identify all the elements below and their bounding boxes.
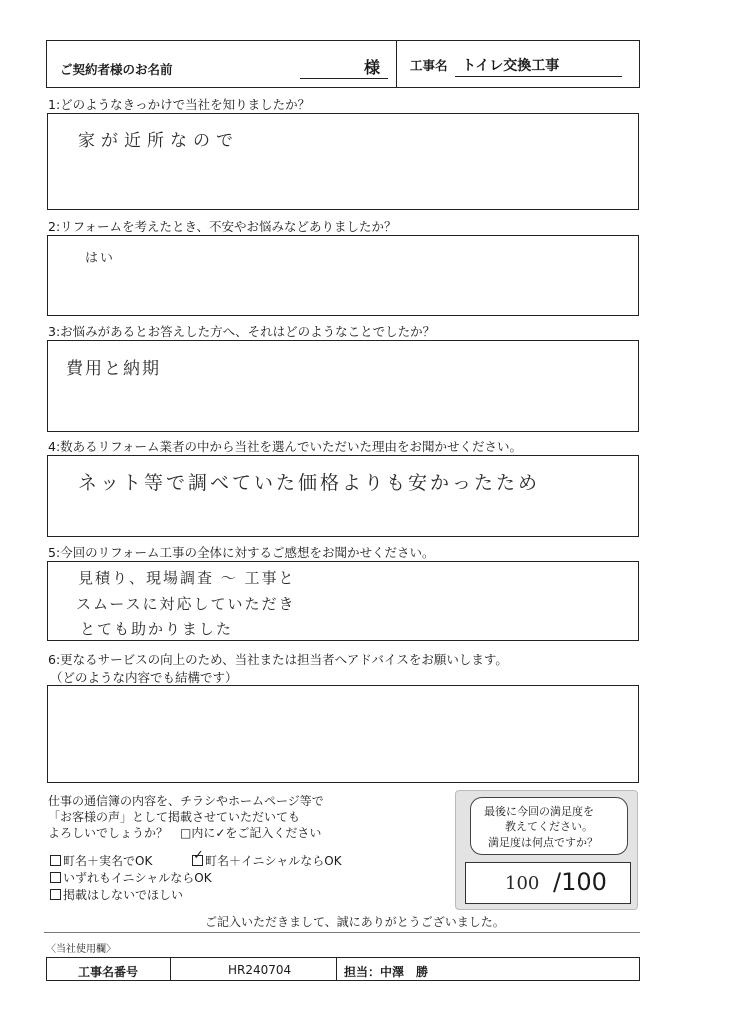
answer-3-text: 費用と納期	[66, 359, 161, 379]
question-1: 1:どのようなきっかけで当社を知りましたか？	[48, 97, 311, 112]
answer-box-2	[47, 235, 639, 316]
option-4-label: 掲載はしないでほしい	[63, 888, 184, 902]
office-cell-divider-2	[336, 957, 337, 981]
consent-option-4[interactable]	[50, 886, 183, 903]
consent-line-2: 「お客様の声」として掲載させていただいても	[48, 810, 301, 824]
work-number-value: HR240704	[228, 963, 292, 977]
question-5: 5:今回のリフォーム工事の全体に対するご感想をお聞かせください。	[48, 545, 435, 560]
score-value: 100	[505, 873, 540, 894]
answer-4-text: ネット等で調べていた価格よりも安かったため	[78, 472, 541, 494]
option-4-checkbox[interactable]	[50, 889, 61, 900]
answer-5-line-2: スムースに対応していただき	[76, 595, 296, 613]
answer-1-text: 家が近所なので	[78, 131, 239, 151]
work-number-label: 工事名番号	[78, 965, 139, 979]
work-name-value: トイレ交換工事	[462, 58, 560, 74]
option-2-label: 町名＋イニシャルならOK	[205, 854, 342, 868]
consent-option-1[interactable]	[50, 852, 152, 869]
question-6: 6:更なるサービスの向上のため、当社または担当者へアドバイスをお願いします。	[48, 652, 508, 667]
customer-name-underline	[300, 78, 388, 79]
sama-label: 様	[364, 58, 381, 77]
option-1-label: 町名＋実名でOK	[63, 854, 153, 868]
bubble-line-1: 最後に今回の満足度を	[484, 805, 594, 818]
answer-2-text: はい	[85, 251, 116, 266]
question-4: 4:数あるリフォーム業者の中から当社を選んでいただいた理由をお聞かせください。	[48, 439, 523, 454]
bubble-line-2: 教えてください。	[505, 820, 593, 833]
answer-5-line-3: とても助かりました	[80, 620, 234, 638]
office-cell-divider-1	[170, 957, 171, 981]
question-2: 2:リフォームを考えたとき、不安やお悩みなどありましたか？	[48, 219, 397, 234]
staff-name: 中澤 勝	[380, 965, 429, 979]
score-max: /100	[553, 868, 607, 896]
office-caption: 〈当社使用欄〉	[46, 944, 116, 955]
work-name-label: 工事名	[410, 58, 448, 73]
office-divider	[44, 932, 640, 933]
consent-line-1: 仕事の通信簿の内容を、チラシやホームページ等で	[48, 794, 324, 808]
option-3-checkbox[interactable]	[50, 872, 61, 883]
customer-name-label: ご契約者様のお名前	[60, 62, 173, 77]
question-3: 3:お悩みがあるとお答えした方へ、それはどのようなことでしたか？	[48, 324, 436, 339]
consent-line-3: よろしいでしょうか？ □内に✓をご記入ください	[48, 826, 322, 840]
consent-option-3[interactable]	[50, 869, 212, 886]
header-divider	[396, 40, 397, 88]
answer-5-line-1: 見積り、現場調査 〜 工事と	[78, 569, 296, 587]
option-2-checkbox[interactable]	[192, 848, 204, 866]
work-name-underline	[455, 76, 622, 77]
question-6-sub: （どのような内容でも結構です）	[50, 670, 238, 685]
staff-label: 担当：	[344, 965, 381, 979]
check-mark-icon: ✓	[193, 848, 204, 863]
option-1-checkbox[interactable]	[50, 855, 61, 866]
thanks-message: ご記入いただきまして、誠にありがとうございました。	[205, 915, 505, 929]
consent-option-2[interactable]	[192, 848, 342, 869]
answer-box-6	[47, 685, 639, 783]
option-3-label: いずれもイニシャルならOK	[63, 871, 212, 885]
bubble-line-3: 満足度は何点ですか？	[488, 836, 598, 849]
